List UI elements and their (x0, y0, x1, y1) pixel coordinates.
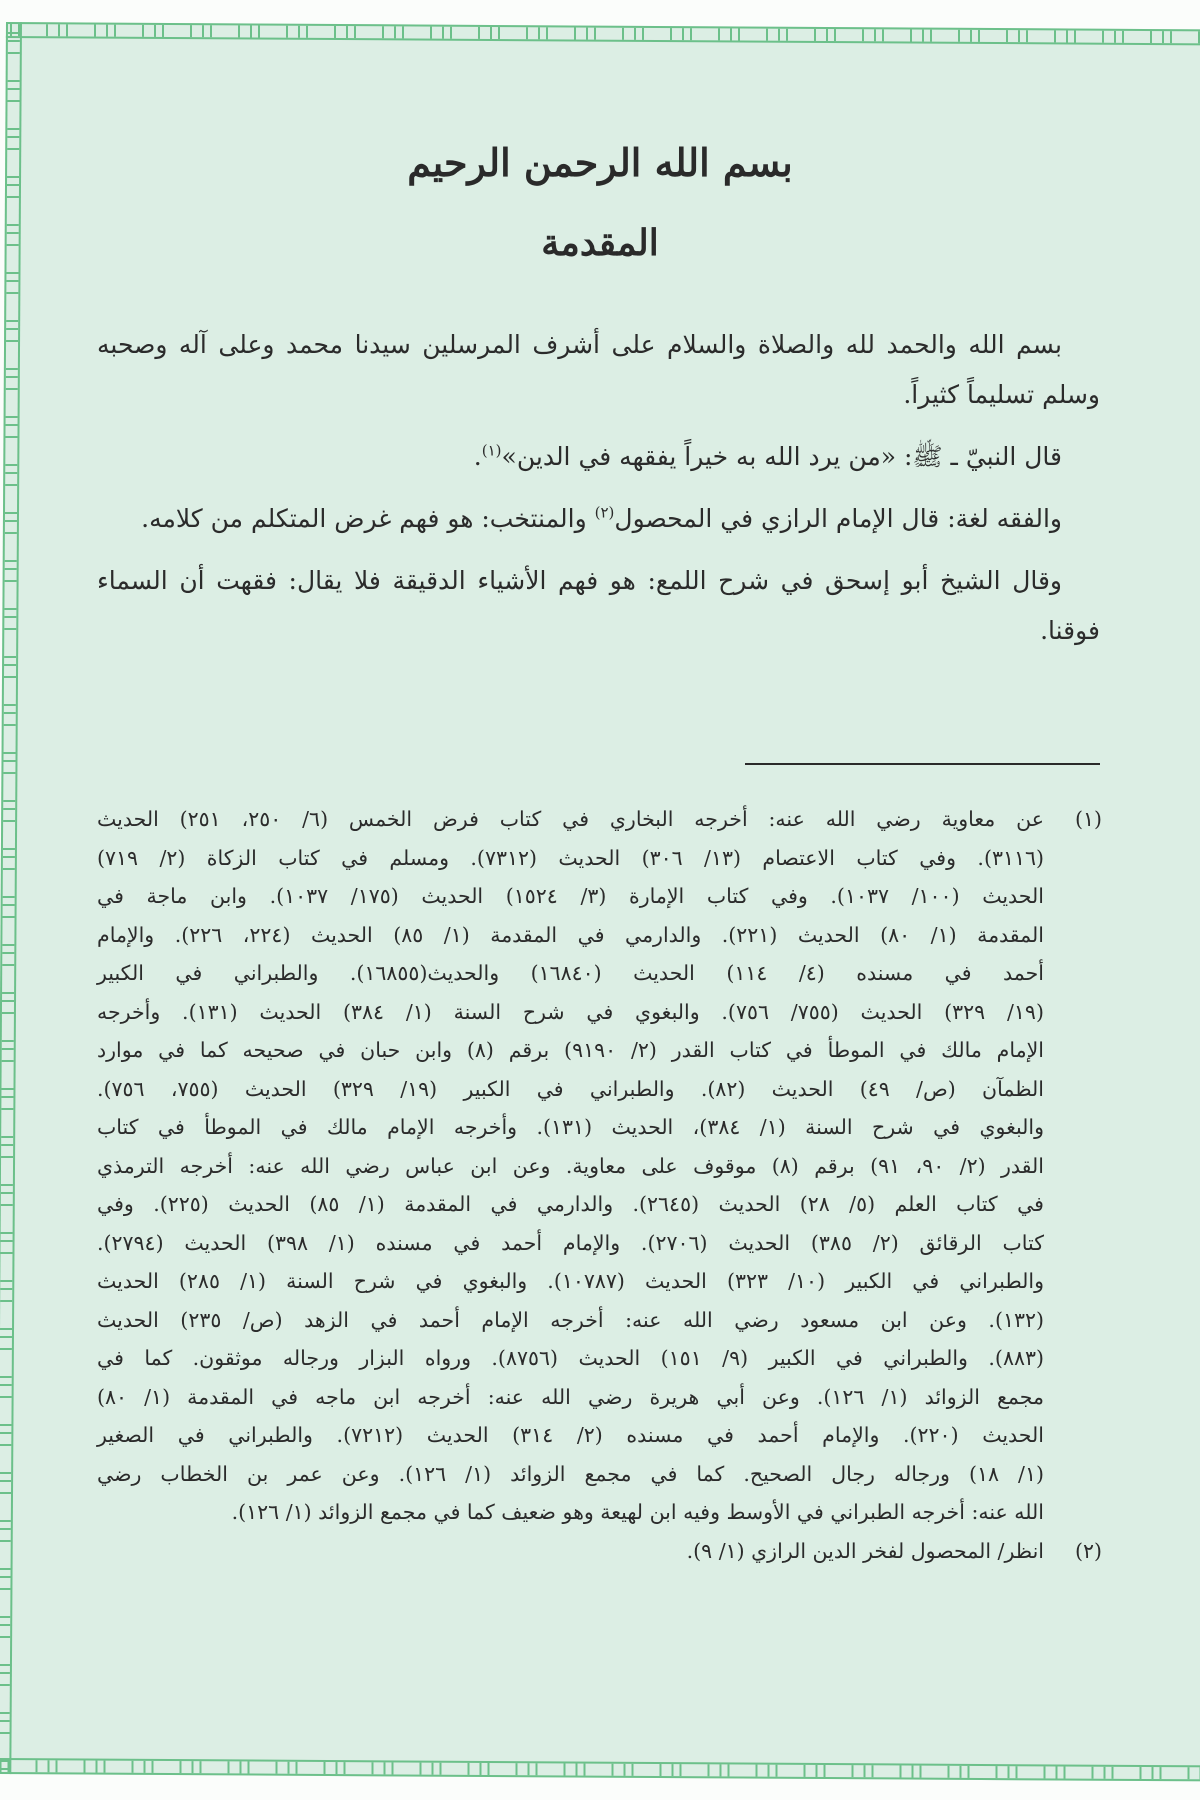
footnotes-section (97, 800, 1102, 1570)
footnote-line: الحديث (٢٢٠). والإمام أحمد في مسنده (٢/ ٣١٤) الحديث (٧٢١٢). والطبراني في الصغير (97, 1423, 1044, 1447)
footnote-ref-2[interactable]: (٢) (594, 503, 615, 522)
footnote-number: (١) (1074, 807, 1102, 831)
footnote-text (97, 800, 1044, 1532)
paragraph-abu-ishaq: وقال الشيخ أبو إسحق في شرح اللمع: هو فهم الأشياء الدقيقة فلا يقال: فقهت أن السماء فوقنا. (97, 566, 1100, 645)
footnote-line: (١٣٢). وعن ابن مسعود رضي الله عنه: أخرجه الإمام أحمد في الزهد (ص/ ٢٣٥) الحديث (97, 1307, 1044, 1332)
footnote-line: أحمد في مسنده (٤/ ١١٤) الحديث (١٦٨٤٠) والحديث(١٦٨٥٥). والطبراني في الكبير (97, 961, 1044, 985)
fiqh-text: والفقه لغة: قال الإمام الرازي في المحصول (614, 504, 1062, 533)
footnote-ref-1[interactable]: (١) (481, 441, 502, 460)
footnote-line: مجمع الزوائد (١/ ١٢٦). وعن أبي هريرة رضي الله عنه: أخرجه ابن ماجه في المقدمة (١/ ٨٠) (97, 1384, 1044, 1409)
introduction-body (97, 320, 1100, 668)
footnote-line: عن معاوية رضي الله عنه: أخرجه البخاري في كتاب فرض الخمس (٦/ ٢٥٠، ٢٥١) الحديث (97, 807, 1044, 831)
footnote-line: المقدمة (١/ ٨٠) الحديث (٢٢١). والدارمي في المقدمة (١/ ٨٥) الحديث (٢٢٤، ٢٢٦). والإمام (97, 922, 1044, 947)
footnote-line: في كتاب العلم (٥/ ٢٨) الحديث (٢٦٤٥). والدارمي في المقدمة (١/ ٨٥) الحديث (٢٢٥). وفي (97, 1192, 1044, 1216)
footnote-line: القدر (٢/ ٩٠، ٩١) برقم (٨) موقوف على معاوية. وعن ابن عباس رضي الله عنه: أخرجه الترمذي (97, 1153, 1044, 1178)
footnote-line: (١/ ١٨) ورجاله رجال الصحيح. كما في مجمع الزوائد (١/ ١٢٦). وعن عمر بن الخطاب رضي (97, 1461, 1044, 1486)
footnote-line: والطبراني في الكبير (١٠/ ٣٢٣) الحديث (١٠٧٨٧). والبغوي في شرح السنة (١/ ٢٨٥) الحديث (97, 1269, 1044, 1293)
footnote-line: والبغوي في شرح السنة (١/ ٣٨٤)، الحديث (١٣١). وأخرجه الإمام مالك في الموطأ في كتاب (97, 1115, 1044, 1139)
hadith-text-end: . (473, 442, 482, 471)
footnote-number: (٢) (1074, 1538, 1102, 1563)
hadith-text: قال النبيّ ـ ﷺ: «من يرد الله به خيراً يفقهه في الدين» (501, 442, 1062, 471)
paragraph-opening: بسم الله والحمد لله والصلاة والسلام على أشرف المرسلين سيدنا محمد وعلى آله وصحبه وسلم تسليماً كثيراً. (97, 330, 1100, 409)
footnote-2 (97, 1532, 1102, 1571)
fiqh-text-end: والمنتخب: هو فهم غرض المتكلم من كلامه. (141, 504, 595, 533)
paragraph-fiqh-definition (97, 494, 1100, 544)
footnote-line: (١٩/ ٣٢٩) الحديث (٧٥٥/ ٧٥٦). والبغوي في شرح السنة (١/ ٣٨٤) الحديث (١٣١). وأخرجه (97, 999, 1044, 1024)
footnote-text (97, 1532, 1044, 1571)
footnote-line: كتاب الرقائق (٢/ ٣٨٥) الحديث (٢٧٠٦). والإمام أحمد في مسنده (١/ ٣٩٨) الحديث (٢٧٩٤). (97, 1230, 1044, 1255)
footnote-line: الظمآن (ص/ ٤٩) الحديث (٨٢). والطبراني في الكبير (١٩/ ٣٢٩) الحديث (٧٥٥، ٧٥٦). (97, 1076, 1044, 1101)
footnote-line: الله عنه: أخرجه الطبراني في الأوسط وفيه ابن لهيعة وهو ضعيف كما في مجمع الزوائد (١/ ١٢٦). (231, 1500, 1044, 1524)
page-title: المقدمة (541, 222, 659, 264)
footnote-separator (745, 763, 1100, 765)
paragraph-hadith (97, 432, 1100, 482)
footnote-line: (٨٨٣). والطبراني في الكبير (٩/ ١٥١) الحديث (٨٧٥٦). ورواه البزار ورجاله موثقون. كما في (97, 1346, 1044, 1370)
footnote-line: الحديث (١٠٠/ ١٠٣٧). وفي كتاب الإمارة (٣/ ١٥٢٤) الحديث (١٧٥/ ١٠٣٧). وابن ماجة في (97, 884, 1044, 908)
footnote-line: (٣١١٦). وفي كتاب الاعتصام (١٣/ ٣٠٦) الحديث (٧٣١٢). ومسلم في كتاب الزكاة (٢/ ٧١٩) (97, 845, 1044, 870)
footnote-line: الإمام مالك في الموطأ في كتاب القدر (٢/ ٩١٩٠) برقم (٨) وابن حبان في صحيحه كما في موارد (97, 1038, 1044, 1062)
footnote-1 (97, 800, 1102, 1532)
footnote-line: انظر/ المحصول لفخر الدين الرازي (١/ ٩). (686, 1538, 1044, 1563)
bismillah-heading: بسم الله الرحمن الرحيم (407, 140, 793, 185)
